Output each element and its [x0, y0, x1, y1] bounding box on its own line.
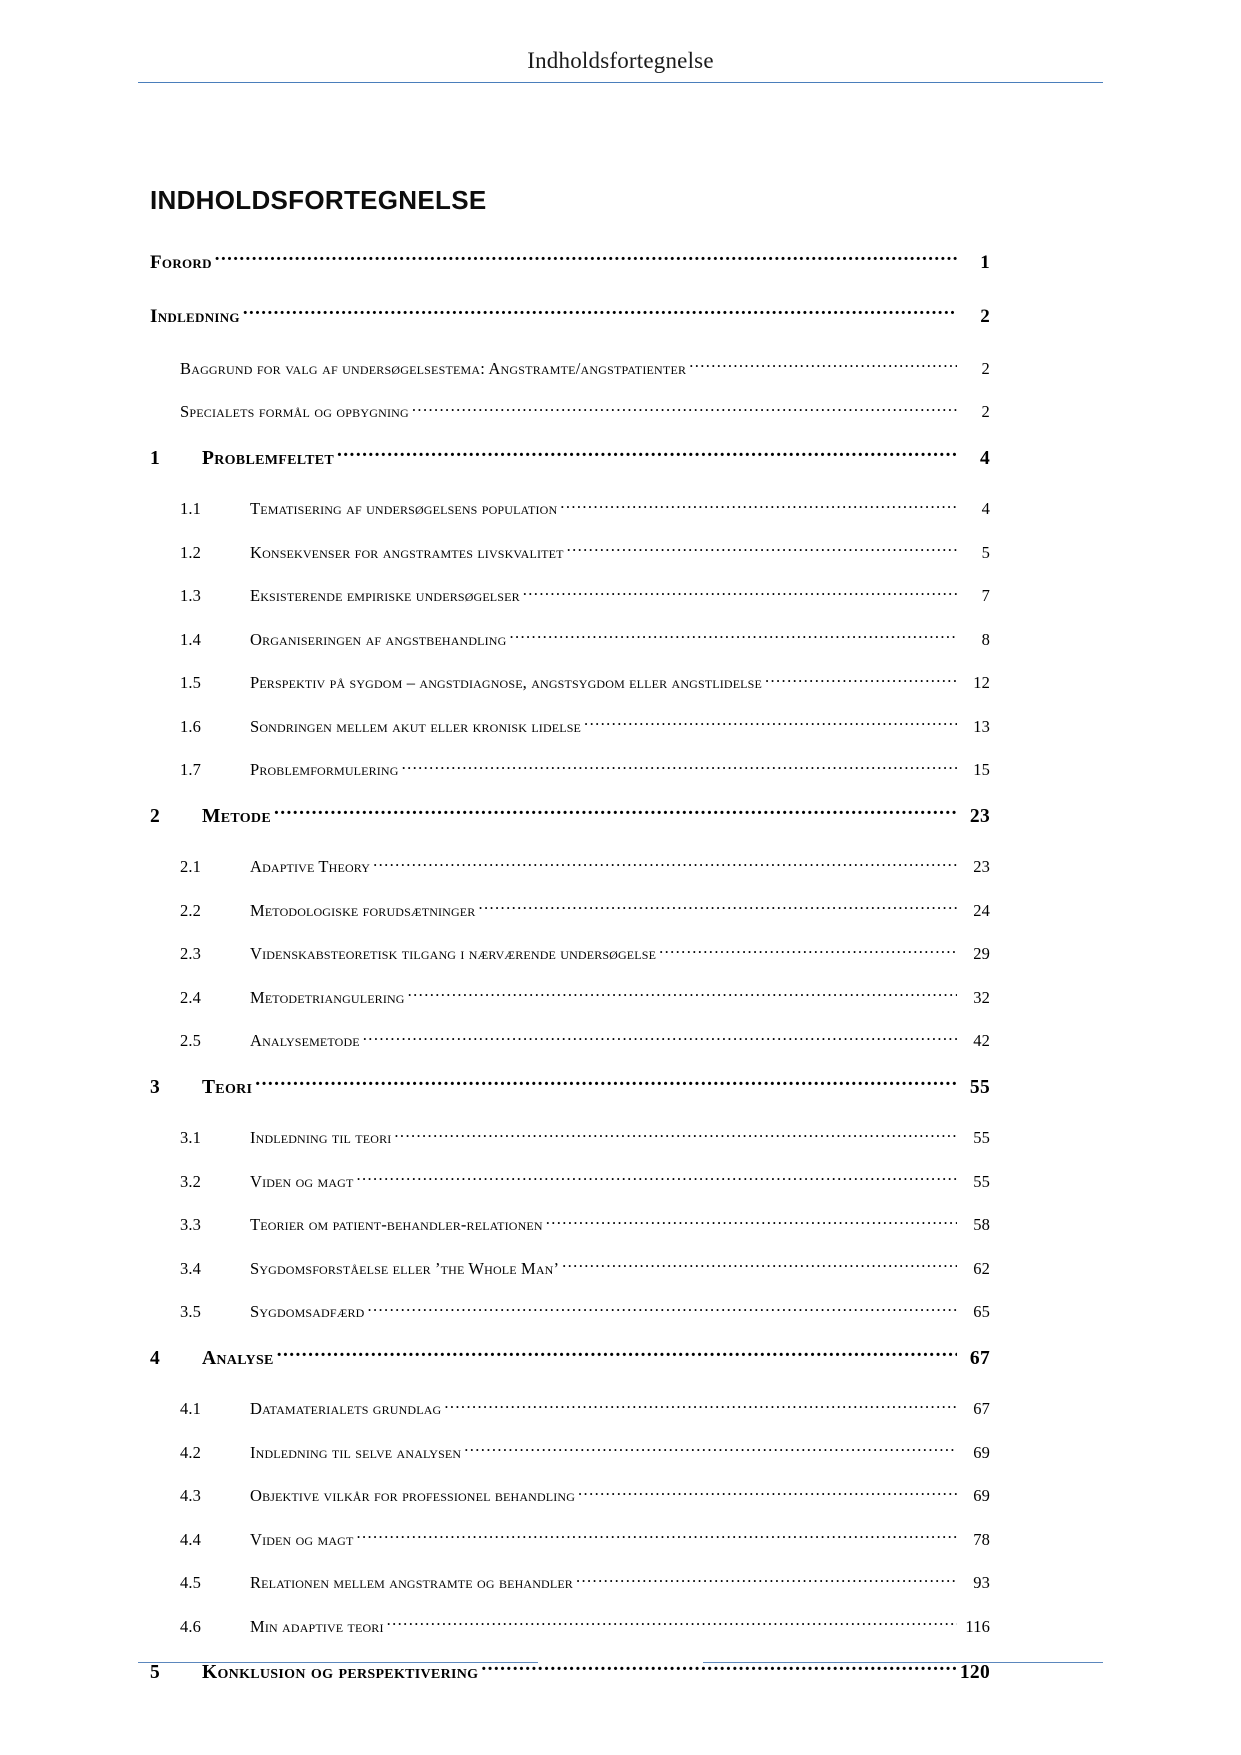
toc-dot-leader: [578, 1485, 957, 1502]
toc-dot-leader: [337, 444, 957, 464]
toc-entry[interactable]: [180, 1441, 990, 1463]
footer-divider-right: [703, 1662, 1103, 1663]
toc-entry[interactable]: [180, 1485, 990, 1507]
toc-entry[interactable]: [180, 585, 990, 607]
page-footer: [138, 1662, 1103, 1663]
toc-entry[interactable]: [180, 986, 990, 1008]
toc-entry-number: 4.5: [180, 1573, 202, 1592]
toc-entry[interactable]: [180, 1528, 990, 1550]
toc-entry[interactable]: [180, 628, 990, 650]
toc-entry-number: 1.3: [180, 586, 202, 605]
toc-entry-number: 3.3: [180, 1215, 202, 1234]
toc-dot-leader: [509, 628, 957, 645]
toc-entry-number: 4: [150, 1347, 161, 1369]
toc-entry-number: 2.1: [180, 857, 202, 876]
toc-entry-page: 58: [973, 1215, 990, 1234]
toc-entry-page: 116: [965, 1616, 990, 1636]
running-head: Indholdsfortegnelse: [527, 48, 714, 73]
page-title: INDHOLDSFORTEGNELSE: [150, 185, 487, 215]
toc-dot-leader: [412, 401, 957, 418]
toc-entry-number: 2: [150, 805, 161, 827]
toc-entry-label: Tematisering af undersøgelsens population: [250, 499, 558, 518]
toc-entry-page: 23: [973, 857, 990, 876]
toc-entry-page: 55: [969, 1076, 990, 1098]
toc-entry[interactable]: [180, 899, 990, 921]
toc-entry-page: 12: [973, 673, 990, 692]
toc-entry-page: 2: [980, 306, 990, 327]
toc-entry-label: Relationen mellem angstramte og behandler: [250, 1573, 573, 1592]
toc-entry[interactable]: [150, 802, 990, 828]
toc-dot-leader: [765, 672, 957, 689]
toc-entry-label: Indledning til teori: [250, 1128, 392, 1147]
toc-entry[interactable]: [180, 1170, 990, 1192]
toc-entry-label: Min adaptive teori: [250, 1616, 384, 1636]
toc-entry[interactable]: [180, 541, 990, 563]
toc-dot-leader: [274, 802, 957, 822]
toc-entry-page: 62: [973, 1258, 990, 1278]
toc-entry-label: Objektive vilkår for professionel behandling: [250, 1486, 576, 1505]
toc-entry-page: 67: [973, 1399, 990, 1418]
toc-entry-page: 69: [973, 1486, 990, 1505]
toc-entry[interactable]: [180, 1398, 990, 1420]
toc-entry[interactable]: [180, 1572, 990, 1594]
toc-dot-leader: [560, 498, 957, 515]
toc-entry-label: Analysemetode: [250, 1031, 360, 1050]
toc-entry-page: 2: [981, 358, 990, 378]
toc-entry-page: 67: [969, 1347, 990, 1369]
toc-entry-label: Baggrund for valg af undersøgelsestema: Angstramte/angstpatienter: [180, 358, 687, 378]
toc-entry-number: 2.2: [180, 900, 202, 920]
toc-entry[interactable]: [180, 1214, 990, 1236]
toc-entry-label: Datamaterialets grundlag: [250, 1399, 442, 1418]
toc-entry-label: Sygdomsforståelse eller ’the Whole Man’: [250, 1258, 560, 1278]
toc-entry-page: 5: [981, 542, 990, 562]
toc-entry-label: Adaptive Theory: [250, 857, 371, 876]
toc-entry-page: 55: [973, 1128, 990, 1147]
toc-entry-number: 2.3: [180, 944, 202, 963]
toc-dot-leader: [464, 1441, 957, 1458]
toc-dot-leader: [387, 1615, 957, 1632]
toc-entry-page: 32: [973, 987, 990, 1007]
toc-dot-leader: [363, 1030, 957, 1047]
toc-entry-page: 23: [969, 805, 990, 827]
toc-entry[interactable]: [180, 759, 990, 781]
toc-entry-page: 4: [981, 499, 990, 518]
toc-entry-page: 8: [981, 629, 990, 649]
toc-entry-number: 3: [150, 1076, 161, 1098]
toc-entry-page: 13: [973, 716, 990, 736]
toc-entry-label: Analyse: [202, 1347, 274, 1369]
toc-entry[interactable]: [180, 498, 990, 520]
footer-divider-left: [138, 1662, 538, 1663]
toc-entry-number: 2.5: [180, 1031, 202, 1050]
toc-entry-page: 69: [973, 1442, 990, 1462]
page-header: [138, 48, 1103, 83]
toc-entry[interactable]: [150, 444, 990, 470]
toc-entry[interactable]: [180, 1257, 990, 1279]
toc-dot-leader: [478, 899, 957, 916]
toc-entry[interactable]: [180, 672, 990, 694]
toc-entry-number: 3.4: [180, 1258, 202, 1278]
toc-entry-page: 55: [973, 1171, 990, 1191]
toc-dot-leader: [546, 1214, 957, 1231]
toc-entry-number: 1.4: [180, 629, 202, 649]
toc-entry-page: 29: [973, 944, 990, 963]
toc-dot-leader: [408, 986, 957, 1003]
toc-entry-number: 3.5: [180, 1302, 202, 1321]
toc-dot-leader: [402, 759, 957, 776]
toc-entry-number: 4.1: [180, 1399, 202, 1418]
toc-entry-label: Eksisterende empiriske undersøgelser: [250, 586, 520, 605]
toc-entry-number: 5: [150, 1662, 161, 1683]
toc-entry-page: 24: [973, 900, 990, 920]
toc-entry[interactable]: [150, 1344, 990, 1370]
toc-entry-number: 1.5: [180, 673, 202, 692]
toc-entry[interactable]: [180, 856, 990, 878]
toc-dot-leader: [373, 856, 957, 873]
toc-entry-label: Videnskabsteoretisk tilgang i nærværende undersøgelse: [250, 944, 657, 963]
toc-entry-label: Indledning til selve analysen: [250, 1442, 462, 1462]
toc-entry-number: 3.1: [180, 1128, 202, 1147]
toc-entry-label: Viden og magt: [250, 1171, 354, 1191]
toc-entry-label: Specialets formål og opbygning: [180, 402, 409, 421]
toc-dot-leader: [394, 1127, 957, 1144]
toc-dot-leader: [689, 357, 957, 374]
toc-dot-leader: [659, 943, 957, 960]
toc-entry-number: 4.2: [180, 1442, 202, 1462]
toc-entry-number: 4.4: [180, 1529, 202, 1549]
toc-dot-leader: [277, 1344, 957, 1364]
toc-entry-number: 1.6: [180, 716, 202, 736]
toc-dot-leader: [576, 1572, 957, 1589]
toc-entry-label: Konklusion og perspektivering: [202, 1662, 479, 1683]
toc-content: [150, 185, 990, 1712]
toc-entry-page: 42: [973, 1031, 990, 1050]
toc-entry-number: 2.4: [180, 987, 202, 1007]
toc-dot-leader: [255, 1073, 957, 1093]
toc-entry-label: Konsekvenser for angstramtes livskvalitet: [250, 542, 564, 562]
toc-entry[interactable]: [180, 943, 990, 965]
toc-entry[interactable]: [150, 303, 990, 328]
toc-entry[interactable]: [180, 357, 990, 379]
toc-dot-leader: [567, 541, 957, 558]
toc-entry-number: 4.6: [180, 1616, 202, 1636]
toc-dot-leader: [444, 1398, 957, 1415]
toc-entry-label: Perspektiv på sygdom – angstdiagnose, angstsygdom eller angstlidelse: [250, 673, 762, 692]
toc-entry-label: Metodologiske forudsætninger: [250, 900, 476, 920]
toc-entry-number: 1: [150, 447, 161, 469]
toc-entry-number: 1.2: [180, 542, 202, 562]
toc-entry-page: 4: [979, 447, 990, 469]
toc-dot-leader: [367, 1301, 957, 1318]
toc-entry-number: 3.2: [180, 1171, 202, 1191]
toc-entry-page: 120: [959, 1662, 990, 1683]
toc-entry-page: 7: [981, 586, 990, 605]
toc-entry-label: Teorier om patient-behandler-relationen: [250, 1215, 543, 1234]
toc-entry[interactable]: [180, 401, 990, 423]
toc-entry[interactable]: [180, 1615, 990, 1637]
toc-entry[interactable]: [180, 1030, 990, 1052]
toc-entry-label: Problemformulering: [250, 760, 399, 779]
toc-dot-leader: [356, 1170, 957, 1187]
toc-entry[interactable]: [180, 1127, 990, 1149]
toc-dot-leader: [356, 1528, 957, 1545]
toc-entry[interactable]: [180, 715, 990, 737]
toc-entry-label: Metodetriangulering: [250, 987, 405, 1007]
toc-entry-label: Forord: [150, 252, 212, 273]
toc-entry-page: 15: [973, 760, 990, 779]
toc-dot-leader: [523, 585, 957, 602]
toc-entry[interactable]: [150, 249, 990, 274]
toc-entry-number: 1.1: [180, 499, 202, 518]
toc-entry-label: Problemfeltet: [202, 447, 334, 469]
toc-entry-page: 78: [973, 1529, 990, 1549]
toc-dot-leader: [584, 715, 957, 732]
toc-entry-label: Sondringen mellem akut eller kronisk lidelse: [250, 716, 582, 736]
toc-entry-label: Sygdomsadfærd: [250, 1302, 365, 1321]
toc-entry-page: 2: [981, 402, 990, 421]
toc-list: [150, 249, 990, 1684]
header-divider: [138, 82, 1103, 83]
toc-entry-page: 1: [980, 252, 990, 273]
toc-dot-leader: [243, 303, 957, 322]
toc-entry[interactable]: [180, 1301, 990, 1323]
toc-entry-label: Viden og magt: [250, 1529, 354, 1549]
toc-entry-number: 4.3: [180, 1486, 202, 1505]
toc-entry-page: 65: [973, 1302, 990, 1321]
toc-entry-label: Organiseringen af angstbehandling: [250, 629, 507, 649]
toc-entry-label: Indledning: [150, 306, 240, 327]
toc-dot-leader: [215, 249, 957, 268]
toc-entry-page: 93: [973, 1573, 990, 1592]
toc-entry-label: Metode: [202, 805, 271, 827]
toc-entry-label: Teori: [202, 1076, 253, 1098]
toc-entry-number: 1.7: [180, 760, 202, 779]
toc-dot-leader: [562, 1257, 957, 1274]
toc-entry[interactable]: [150, 1073, 990, 1099]
